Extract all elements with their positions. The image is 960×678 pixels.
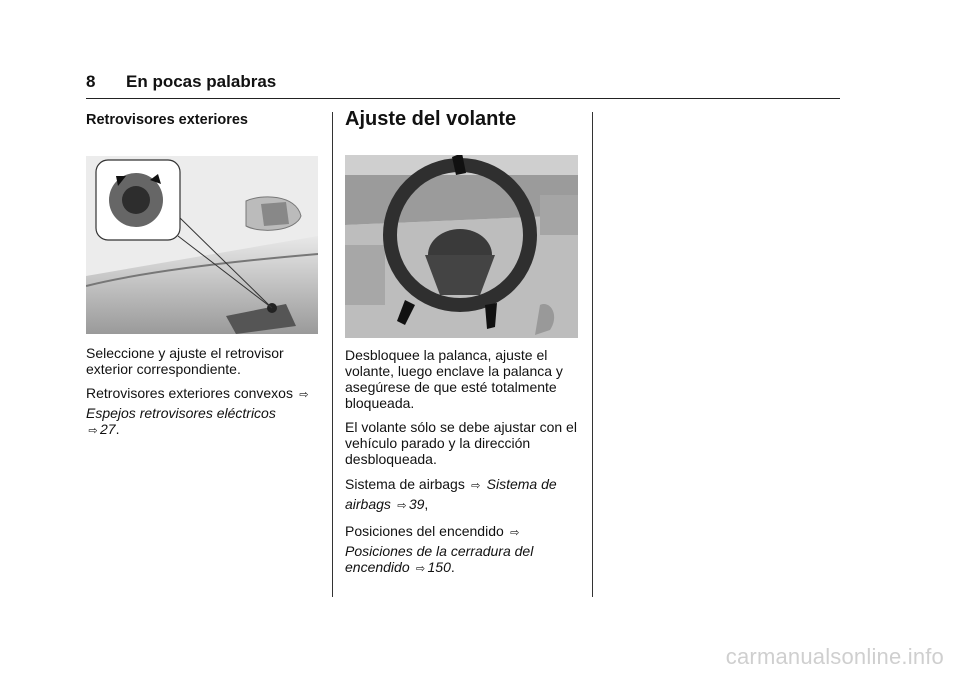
period: . [115,421,120,437]
mirror-caption: Seleccione y ajuste el retrovisor exterior correspondiente. [86,345,284,377]
left-column [86,112,322,128]
middle-column [345,108,585,130]
airbag-system-page[interactable]: 39 [408,496,425,512]
cross-reference-arrow-icon: ⇨ [88,425,98,437]
middle-column-text [345,347,585,585]
airbag-system-link[interactable]: Sistema de airbags [345,476,557,512]
cross-reference-arrow-icon: ⇨ [510,527,520,539]
convex-mirrors-label: Retrovisores exteriores convexos [86,385,293,401]
cross-reference-arrow-icon: ⇨ [415,563,426,575]
comma: , [424,496,429,512]
mirrors-heading: Retrovisores exteriores [86,112,248,128]
steering-heading: Ajuste del volante [345,108,517,130]
airbag-system-label: Sistema de airbags [345,476,465,492]
electric-mirrors-link[interactable]: Espejos retrovisores eléctricos [86,405,276,421]
ignition-positions-label: Posiciones del encendido [345,523,504,539]
page-number: 8 [86,72,96,91]
left-column-text [86,345,322,447]
cross-reference-arrow-icon: ⇨ [471,480,481,492]
steering-figure [345,155,578,338]
column-divider-left [332,112,333,597]
cross-reference-arrow-icon: ⇨ [397,500,407,512]
steering-warning: El volante sólo se debe ajustar con el vehículo parado y la dirección desbloqueada. [345,419,577,467]
header-rule [86,98,840,99]
cross-reference-arrow-icon: ⇨ [299,389,309,401]
steering-instructions: Desbloquee la palanca, ajuste el volante, luego enclave la palanca y asegúrese de que esté totalmente bloqueada. [345,347,563,411]
section-title: En pocas palabras [126,72,277,91]
page-header [86,72,276,92]
electric-mirrors-page[interactable]: 27 [100,421,116,437]
mirror-figure [86,156,318,334]
watermark: carmanualsonline.info [725,644,944,669]
ignition-lock-page[interactable]: 150 [427,559,451,575]
ignition-lock-link[interactable]: Posiciones de la cerradura del encendido [345,543,534,575]
column-divider-right [592,112,593,597]
period: . [450,559,455,575]
